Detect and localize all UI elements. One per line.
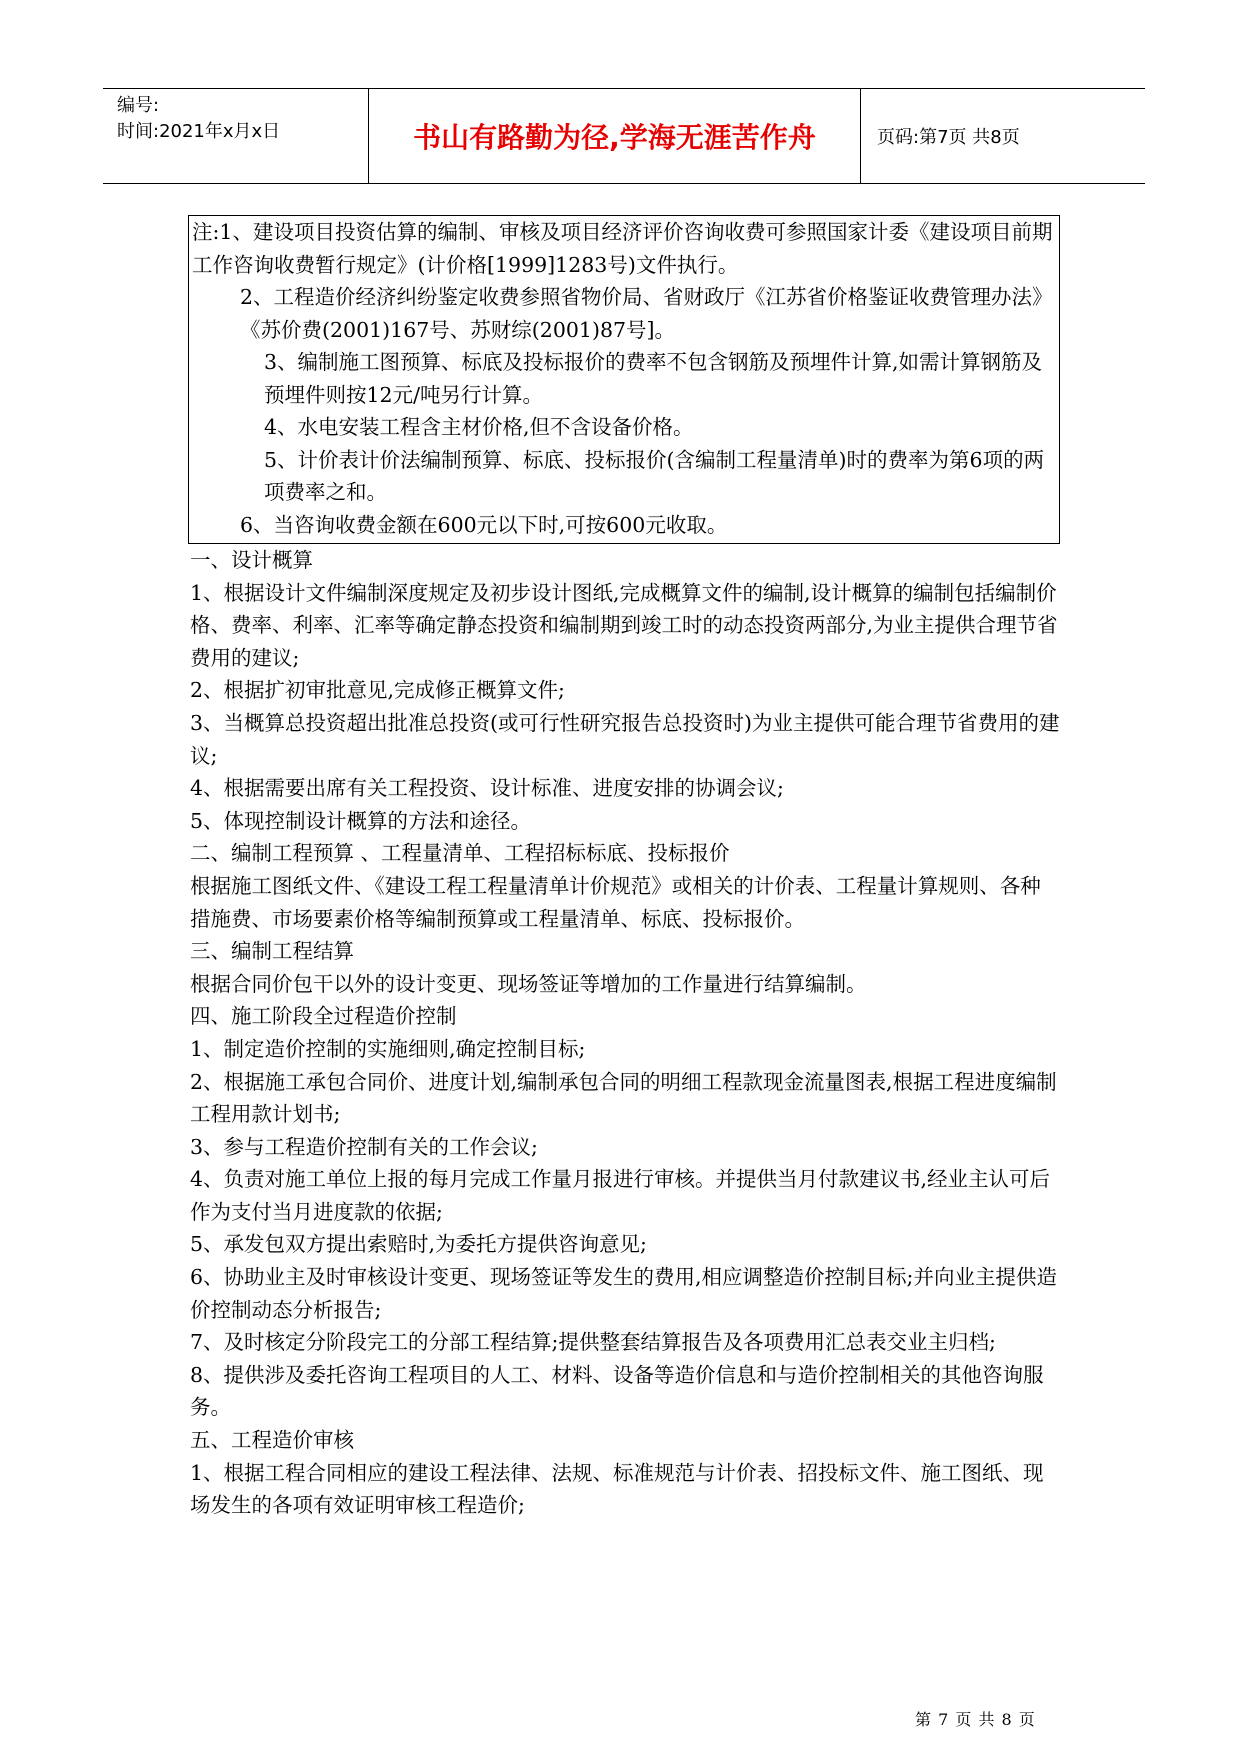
paragraph: 1、根据设计文件编制深度规定及初步设计图纸,完成概算文件的编制,设计概算的编制包括编制价格、费率、利率、汇率等确定静态投资和编制期到竣工时的动态投资两部分,为业主提供合理节省费用的建议; <box>190 580 1058 670</box>
paragraph: 7、及时核定分阶段完工的分部工程结算;提供整套结算报告及各项费用汇总表交业主归档; <box>190 1330 996 1355</box>
page-header <box>103 88 1145 184</box>
note-5: 5、计价表计价法编制预算、标底、投标报价(含编制工程量清单)时的费率为第6项的两项费率之和。 <box>264 447 1045 504</box>
note-3: 3、编制施工图预算、标底及投标报价的费率不包含钢筋及预埋件计算,如需计算钢筋及预埋件则按12元/吨另行计算。 <box>264 350 1043 407</box>
section-heading: 四、施工阶段全过程造价控制 <box>190 1004 457 1029</box>
paragraph: 1、根据工程合同相应的建设工程法律、法规、标准规范与计价表、招投标文件、施工图纸、现场发生的各项有效证明审核工程造价; <box>190 1460 1044 1518</box>
paragraph: 4、根据需要出席有关工程投资、设计标准、进度安排的协调会议; <box>190 776 784 801</box>
section-heading: 二、编制工程预算 、工程量清单、工程招标标底、投标报价 <box>190 841 730 866</box>
section-heading: 三、编制工程结算 <box>190 939 354 964</box>
notes-box <box>188 215 1060 544</box>
header-left-cell <box>103 89 369 183</box>
paragraph: 2、根据扩初审批意见,完成修正概算文件; <box>190 678 565 703</box>
paragraph: 6、协助业主及时审核设计变更、现场签证等发生的费用,相应调整造价控制目标;并向业主提供造价控制动态分析报告; <box>190 1265 1057 1322</box>
paragraph: 2、根据施工承包合同价、进度计划,编制承包合同的明细工程款现金流量图表,根据工程进度编制工程用款计划书; <box>190 1069 1057 1127</box>
section-heading: 一、设计概算 <box>190 548 313 572</box>
header-motto: 书山有路勤为径,学海无涯苦作舟 <box>369 89 861 183</box>
page-footer: 第 7 页 共 8 页 <box>915 1710 1036 1729</box>
note-2: 2、工程造价经济纠纷鉴定收费参照省物价局、省财政厅《江苏省价格鉴证收费管理办法》《苏价费(2001)167号、苏财综(2001)87号]。 <box>240 285 1053 342</box>
paragraph: 5、承发包双方提出索赔时,为委托方提供咨询意见; <box>190 1232 647 1257</box>
section-heading: 五、工程造价审核 <box>190 1428 354 1453</box>
note-6: 6、当咨询收费金额在600元以下时,可按600元收取。 <box>240 512 728 537</box>
paragraph: 4、负责对施工单位上报的每月完成工作量月报进行审核。并提供当月付款建议书,经业主认可后作为支付当月进度款的依据; <box>190 1167 1051 1224</box>
document-time-label: 时间:2021年x月x日 <box>117 121 281 142</box>
paragraph: 3、当概算总投资超出批准总投资(或可行性研究报告总投资时)为业主提供可能合理节省费用的建议; <box>190 710 1060 768</box>
paragraph: 1、制定造价控制的实施细则,确定控制目标; <box>190 1036 586 1061</box>
note-1: 注:1、建设项目投资估算的编制、审核及项目经济评价咨询收费可参照国家计委《建设项目前期工作咨询收费暂行规定》(计价格[1999]1283号)文件执行。 <box>192 220 1053 277</box>
note-4: 4、水电安装工程含主材价格,但不含设备价格。 <box>264 415 694 439</box>
paragraph: 5、体现控制设计概算的方法和途径。 <box>190 808 532 833</box>
document-number-label: 编号: <box>117 95 160 116</box>
paragraph: 根据合同价包干以外的设计变更、现场签证等增加的工作量进行结算编制。 <box>190 971 867 996</box>
paragraph: 3、参与工程造价控制有关的工作会议; <box>190 1134 538 1159</box>
body-text <box>188 544 1060 1522</box>
paragraph: 根据施工图纸文件、《建设工程工程量清单计价规范》或相关的计价表、工程量计算规则、各种措施费、市场要素价格等编制预算或工程量清单、标底、投标报价。 <box>190 873 1041 931</box>
document-content <box>188 215 1060 1522</box>
paragraph: 8、提供涉及委托咨询工程项目的人工、材料、设备等造价信息和与造价控制相关的其他咨询服务。 <box>190 1362 1044 1420</box>
header-page-code: 页码:第7页 共8页 <box>877 127 1020 148</box>
